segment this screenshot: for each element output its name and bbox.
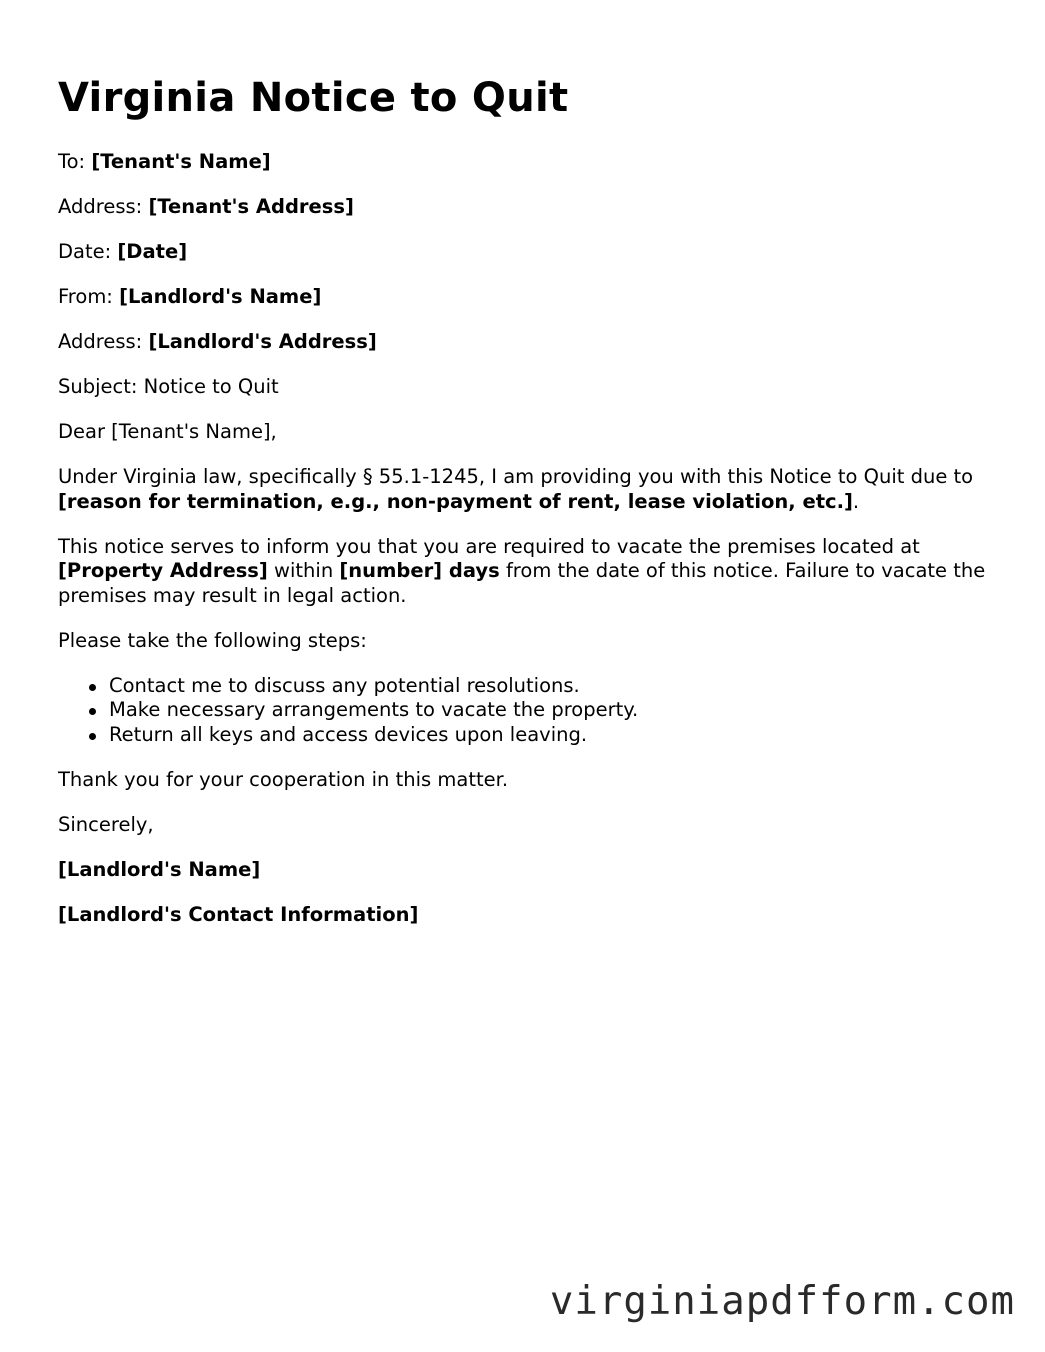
property-address: [Property Address] xyxy=(58,559,268,582)
tenant-address: [Tenant's Address] xyxy=(148,195,354,218)
subject-line: Subject: Notice to Quit xyxy=(58,375,279,398)
steps-intro: Please take the following steps: xyxy=(58,628,367,652)
page-title: Virginia Notice to Quit xyxy=(58,75,569,121)
termination-reason: [reason for termination, e.g., non-payment of rent, lease violation, etc.] xyxy=(58,489,853,513)
vacate-text-1: This notice serves to inform you that you are required to vacate the premises located at xyxy=(58,534,920,558)
tenant-name: [Tenant's Name] xyxy=(91,150,271,173)
steps-list xyxy=(58,674,998,748)
date-value: [Date] xyxy=(117,240,188,263)
from-label: From: xyxy=(58,285,113,308)
landlord-address-label: Address: xyxy=(58,330,143,353)
signature-name-text: [Landlord's Name] xyxy=(58,857,261,881)
salutation: Dear [Tenant's Name], xyxy=(58,420,277,443)
list-item: Make necessary arrangements to vacate the property. xyxy=(109,698,998,723)
to-label: To: xyxy=(58,150,86,173)
tenant-address-label: Address: xyxy=(58,195,143,218)
paragraph-law-text: Under Virginia law, specifically § 55.1-1245, I am providing you with this Notice to Quit due to xyxy=(58,465,974,488)
vacate-text-2: within xyxy=(274,559,334,582)
landlord-name: [Landlord's Name] xyxy=(119,285,322,308)
closing-line: Sincerely, xyxy=(58,812,154,836)
signature-contact xyxy=(58,903,998,928)
from-line xyxy=(58,285,998,310)
tenant-address-line xyxy=(58,195,998,220)
vacate-text-3: from the date of this notice. Failure to vacate the premises may result in legal action. xyxy=(58,559,986,607)
paragraph-law-end: . xyxy=(852,489,860,513)
site-watermark: virginiapdfform.com xyxy=(549,1279,1015,1324)
thanks-line: Thank you for your cooperation in this matter. xyxy=(58,767,509,791)
to-line xyxy=(58,150,998,175)
paragraph-vacate xyxy=(58,535,998,609)
list-item: Return all keys and access devices upon leaving. xyxy=(109,723,998,748)
date-label: Date: xyxy=(58,240,112,263)
signature-name xyxy=(58,858,998,883)
number-days: [number] days xyxy=(339,559,500,582)
notice-body xyxy=(58,150,998,948)
signature-contact-text: [Landlord's Contact Information] xyxy=(58,902,419,926)
date-line xyxy=(58,240,998,265)
list-item: Contact me to discuss any potential resolutions. xyxy=(109,674,998,699)
landlord-address-line xyxy=(58,330,998,355)
paragraph-law xyxy=(58,465,998,514)
landlord-address: [Landlord's Address] xyxy=(148,330,377,353)
